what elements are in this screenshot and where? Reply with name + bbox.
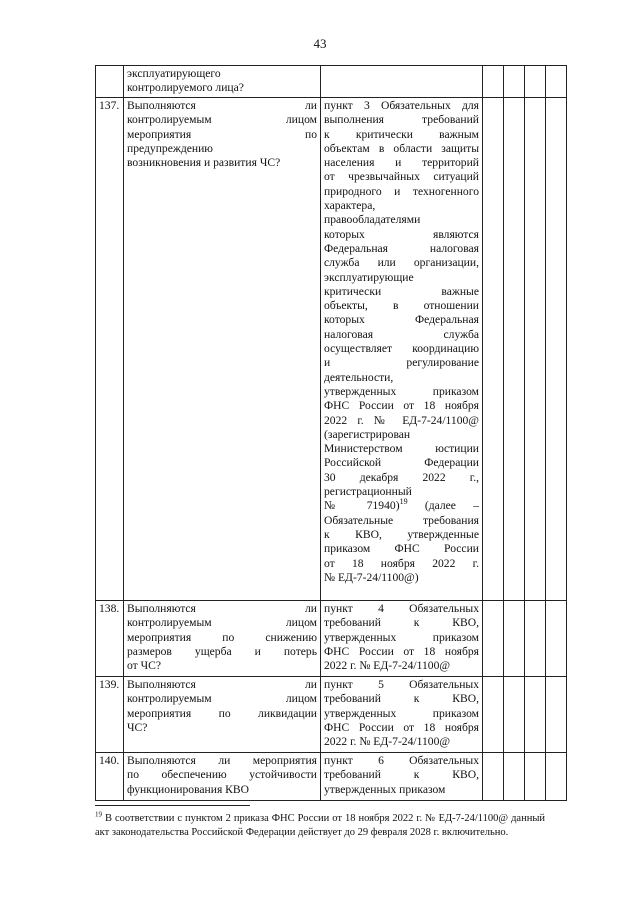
question-line: мероприятия по — [127, 127, 317, 141]
question-cell — [124, 601, 321, 677]
question-cell — [124, 677, 321, 753]
reference-line: (зарегистрирован — [324, 427, 411, 441]
reference-line: утвержденных приказом — [324, 782, 446, 796]
reference-line: требований к КВО, — [324, 768, 479, 782]
reference-line: 2022 г. № ЕД-7-24/1100@ — [324, 735, 451, 749]
reference-line: к критически важным — [324, 127, 479, 141]
table-row — [96, 66, 567, 98]
requirement-reference-cell — [321, 601, 483, 677]
reference-line: эксплуатирующие — [324, 270, 414, 284]
reference-line: требований к КВО, — [324, 692, 479, 706]
reference-line: пункт 4 Обязательных — [324, 602, 479, 615]
empty-cell — [483, 98, 504, 601]
reference-line: выполнения требований — [324, 113, 479, 127]
row-number: 139. — [96, 677, 124, 753]
row-number: 138. — [96, 601, 124, 677]
reference-line: утвержденных приказом — [324, 706, 479, 720]
question-line: мероприятия по снижению — [127, 630, 317, 644]
reference-text: (далее – — [424, 499, 479, 513]
question-line: Выполняются ли — [127, 602, 317, 615]
reference-line: 2022 г. № ЕД-7-24/1100@ — [324, 659, 451, 673]
reference-line: пункт 5 Обязательных — [324, 678, 479, 691]
reference-line: природного и техногенного — [324, 184, 479, 198]
footnote-mark: 19 — [95, 810, 102, 819]
empty-cell — [525, 601, 546, 677]
reference-line: служба или организации, — [324, 256, 479, 270]
question-line: Выполняются ли — [127, 99, 317, 112]
reference-line: регистрационный — [324, 485, 412, 499]
question-line: возникновения и развития ЧС? — [127, 156, 281, 170]
reference-line: ФНС России от 18 ноября — [324, 720, 479, 734]
requirement-reference-cell — [321, 753, 483, 801]
table-row — [96, 677, 567, 753]
table-row — [96, 753, 567, 801]
reference-line: и регулирование — [324, 356, 479, 370]
question-cell — [124, 66, 321, 98]
footnote — [95, 812, 545, 840]
reference-line: ФНС России от 18 ноября — [324, 644, 479, 658]
question-line: мероприятия по ликвидации — [127, 706, 317, 720]
reference-line: населения и территорий — [324, 156, 479, 170]
requirement-reference-cell — [321, 677, 483, 753]
question-line: Выполняются ли — [127, 678, 317, 691]
reference-line: утвержденных приказом — [324, 384, 479, 398]
question-line: контролируемого лица? — [127, 81, 244, 95]
row-number: 137. — [96, 98, 124, 601]
question-line: предупреждению — [127, 141, 213, 155]
empty-cell — [525, 98, 546, 601]
reference-line: Российской Федерации — [324, 456, 479, 470]
question-line: контролируемым лицом — [127, 113, 317, 127]
question-line: Выполняются ли мероприятия — [127, 754, 317, 767]
question-line: по обеспечению устойчивости — [127, 768, 317, 782]
reference-line: требований к КВО, — [324, 616, 479, 630]
question-cell — [124, 98, 321, 601]
footnote-text: В соответствии с пунктом 2 приказа ФНС России от 18 ноября 2022 г. № ЕД-7-24/1100@ данный акт законодательства Российской Федерации действует до 29 февраля 2028 г. включительно. — [95, 813, 546, 838]
reference-line: Федеральная налоговая — [324, 241, 479, 255]
reference-line: к КВО, утвержденные — [324, 527, 479, 541]
reference-line: пункт 3 Обязательных для — [324, 99, 479, 112]
empty-cell — [483, 753, 504, 801]
question-line: ЧС? — [127, 720, 148, 734]
empty-cell — [504, 66, 525, 98]
reference-text: № 71940) — [324, 499, 400, 513]
empty-cell — [546, 98, 567, 601]
requirement-reference-cell — [321, 66, 483, 98]
question-line: от ЧС? — [127, 659, 162, 673]
reference-line: правообладателями — [324, 213, 421, 227]
question-line: контролируемым лицом — [127, 692, 317, 706]
empty-cell — [525, 677, 546, 753]
reference-line: критически важные — [324, 284, 479, 298]
reference-line: характера, — [324, 199, 376, 213]
row-number: 140. — [96, 753, 124, 801]
empty-cell — [504, 677, 525, 753]
requirement-reference-cell — [321, 98, 483, 601]
empty-cell — [483, 677, 504, 753]
reference-line: объектам в области защиты — [324, 141, 479, 155]
table-row — [96, 601, 567, 677]
reference-line: от 18 ноября 2022 г. — [324, 556, 479, 570]
row-number — [96, 66, 124, 98]
reference-line: которых являются — [324, 227, 479, 241]
reference-line: № ЕД-7-24/1100@) — [324, 570, 419, 584]
empty-cell — [546, 601, 567, 677]
reference-line: которых Федеральная — [324, 313, 479, 327]
reference-line: Обязательные требования — [324, 513, 479, 527]
reference-line: ФНС России от 18 ноября — [324, 399, 479, 413]
table-row — [96, 98, 567, 601]
empty-cell — [546, 677, 567, 753]
empty-cell — [483, 66, 504, 98]
empty-cell — [546, 66, 567, 98]
reference-line: утвержденных приказом — [324, 630, 479, 644]
empty-cell — [483, 601, 504, 677]
empty-cell — [525, 66, 546, 98]
empty-cell — [504, 753, 525, 801]
footnote-reference: 19 — [399, 497, 408, 507]
reference-line: объекты, в отношении — [324, 299, 479, 313]
reference-line: деятельности, — [324, 370, 394, 384]
question-cell — [124, 753, 321, 801]
page-number: 43 — [313, 36, 327, 51]
empty-cell — [504, 601, 525, 677]
empty-cell — [504, 98, 525, 601]
reference-line: налоговая служба — [324, 327, 479, 341]
reference-line: пункт 6 Обязательных — [324, 754, 479, 767]
question-line: эксплуатирующего — [127, 67, 221, 80]
empty-cell — [546, 753, 567, 801]
checklist-table — [95, 65, 567, 801]
reference-line: от чрезвычайных ситуаций — [324, 170, 479, 184]
reference-line: 2022 г. № ЕД-7-24/1100@ — [324, 413, 479, 427]
reference-line: 30 декабря 2022 г., — [324, 470, 479, 484]
reference-line: осуществляет координацию — [324, 342, 479, 356]
reference-line — [324, 499, 479, 513]
reference-line: Министерством юстиции — [324, 442, 479, 456]
footnote-divider — [95, 805, 250, 806]
question-line: функционирования КВО — [127, 782, 250, 796]
empty-cell — [525, 753, 546, 801]
reference-line: приказом ФНС России — [324, 542, 479, 556]
question-line: размеров ущерба и потерь — [127, 644, 317, 658]
question-line: контролируемым лицом — [127, 616, 317, 630]
